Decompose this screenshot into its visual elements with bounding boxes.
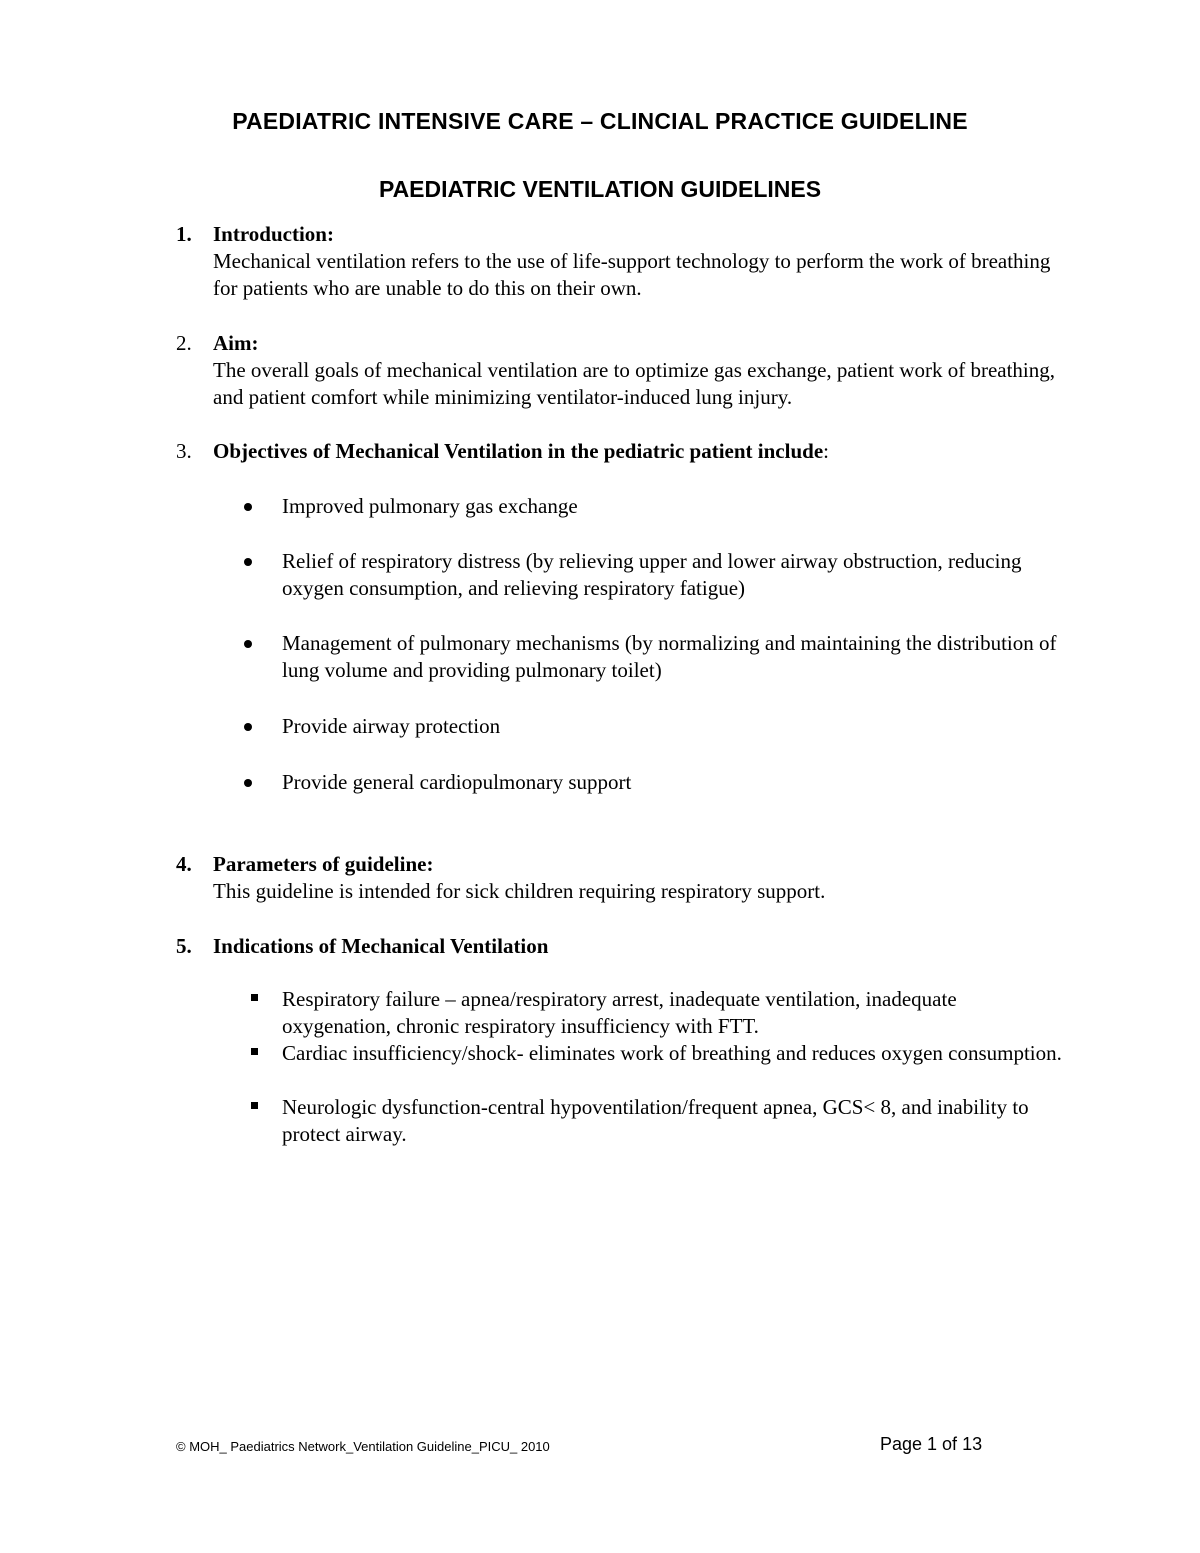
section-number: 2.: [176, 331, 192, 355]
bullet-icon: [244, 723, 252, 731]
section-heading: [213, 438, 829, 465]
section-heading: Aim:: [213, 331, 259, 355]
section-heading-suffix: :: [823, 439, 829, 463]
page-number: Page 1 of 13: [880, 1434, 983, 1454]
square-bullet-icon: [251, 994, 258, 1001]
square-bullet-icon: [251, 1102, 258, 1109]
bullet-icon: [244, 503, 252, 511]
list-item-text: Neurologic dysfunction-central hypoventilation/frequent apnea, GCS< 8, and inability to protect airway.: [282, 1095, 1029, 1146]
list-item-text: Respiratory failure – apnea/respiratory arrest, inadequate ventilation, inadequate oxygenation, chronic respiratory insufficiency with FTT.: [282, 987, 957, 1038]
section-body: Mechanical ventilation refers to the use of life-support technology to perform the work of breathing for patients who are unable to do this on their own.: [213, 249, 1051, 300]
bullet-icon: [244, 558, 252, 566]
list-item-text: Management of pulmonary mechanisms (by normalizing and maintaining the distribution of lung volume and providing pulmonary toilet): [282, 631, 1057, 682]
section-heading-text: Objectives of Mechanical Ventilation in the pediatric patient include: [213, 439, 824, 463]
bullet-icon: [244, 640, 252, 648]
document-subtitle: PAEDIATRIC VENTILATION GUIDELINES: [378, 176, 822, 202]
list-item-text: Relief of respiratory distress (by relieving upper and lower airway obstruction, reducing oxygen consumption, and relieving respiratory fatigue): [282, 549, 1022, 600]
list-item-text: Provide general cardiopulmonary support: [282, 770, 632, 794]
footer-copyright: © MOH_ Paediatrics Network_Ventilation Guideline_PICU_ 2010: [176, 1439, 550, 1454]
list-item-text: Cardiac insufficiency/shock- eliminates work of breathing and reduces oxygen consumption.: [282, 1041, 1062, 1065]
section-heading: Parameters of guideline:: [213, 852, 434, 876]
section-number: 5.: [176, 934, 192, 958]
section-body: This guideline is intended for sick children requiring respiratory support.: [213, 879, 826, 903]
section-heading: Introduction:: [213, 222, 334, 246]
bullet-icon: [244, 779, 252, 787]
square-bullet-icon: [251, 1048, 258, 1055]
document-title: PAEDIATRIC INTENSIVE CARE – CLINCIAL PRACTICE GUIDELINE: [232, 108, 968, 134]
section-number: 3.: [176, 439, 192, 463]
section-body: The overall goals of mechanical ventilation are to optimize gas exchange, patient work of breathing, and patient comfort while minimizing ventilator-induced lung injury.: [213, 358, 1056, 409]
section-number: 1.: [176, 222, 192, 246]
section-number: 4.: [176, 852, 192, 876]
section-heading: Indications of Mechanical Ventilation: [213, 934, 549, 958]
list-item-text: Provide airway protection: [282, 714, 501, 738]
list-item-text: Improved pulmonary gas exchange: [282, 494, 578, 518]
